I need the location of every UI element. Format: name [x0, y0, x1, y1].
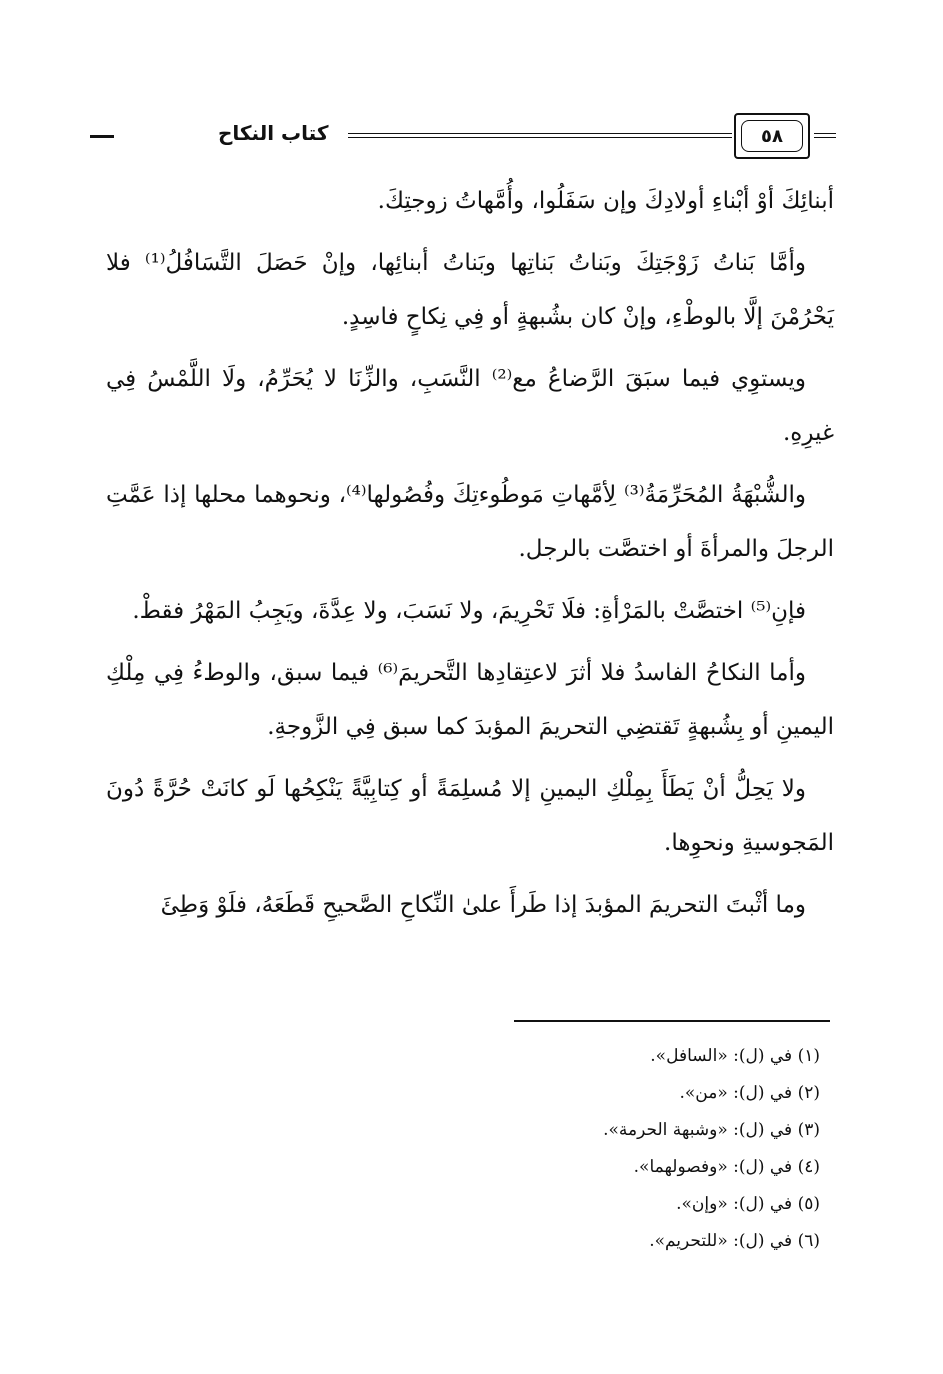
- footnotes: [300, 1038, 820, 1260]
- footnote: (٥) في (ل): «وإن».: [676, 1194, 820, 1214]
- page-header: [90, 113, 836, 161]
- paragraph: أبنائِكَ أوْ أبْناءِ أولادِكَ وإن سَفَلُوا، وأُمَّهاتُ زوجتِكَ.: [377, 188, 834, 214]
- footnote-separator: [514, 1020, 830, 1022]
- page-number-box: [734, 113, 810, 159]
- footnote: (١) في (ل): «السافل».: [650, 1046, 820, 1066]
- paragraph: وما أثْبتَ التحريمَ المؤبدَ إذا طَرأَ علىٰ النِّكاحِ الصَّحيحِ قَطَعَهُ، فلَوْ وَطِئَ: [160, 892, 806, 918]
- footnote: (٦) في (ل): «للتحريم».: [649, 1231, 820, 1251]
- footnote: (٢) في (ل): «من».: [679, 1083, 820, 1103]
- main-text: [106, 174, 834, 940]
- footnote: (٤) في (ل): «وفصولهما».: [633, 1157, 820, 1177]
- paragraph: والشُّبْهَةُ المُحَرِّمَةُ⁽³⁾ لِأمَّهاتِ مَوطُوءتِكَ وفُصُولها⁽⁴⁾، ونحوهما محلها إذا عَمَّتِ الرجلَ والمرأةَ أو اختصَّت بالرجل.: [106, 482, 834, 562]
- paragraph: ويستوِي فيما سبَقَ الرَّضاعُ مع⁽²⁾ النَّسَبِ، والزِّنَا لا يُحَرِّمُ، ولَا اللَّمْسُ فِي غيرِهِ.: [106, 366, 834, 446]
- paragraph: وأمَّا بَناتُ زَوْجَتِكَ وبَناتُ بَناتِها وبَناتُ أبنائِها، وإنْ حَصَلَ التَّسَافُلُ⁽¹⁾ فلا يَحْرُمْنَ إلَّا بالوطْءِ، وإنْ كان بشُبهةٍ أو فِي نِكاحٍ فاسِدٍ.: [106, 250, 834, 330]
- paragraph: ولا يَحِلُّ أنْ يَطَأَ بِمِلْكِ اليمينِ إلا مُسلِمَةً أو كِتابِيَّةً يَنْكِحُها لَو كانَتْ حُرَّةً دُونَ المَجوسيةِ ونحوِها.: [106, 776, 834, 856]
- header-dash: [90, 135, 114, 138]
- paragraph: وأما النكاحُ الفاسدُ فلا أثرَ لاعتِقادِها التَّحريمَ⁽⁶⁾ فيما سبق، والوطءُ فِي مِلْكِ اليمينِ أو بِشُبهةٍ تَقتضِي التحريمَ المؤبدَ كما سبق فِي الزَّوجةِ.: [106, 660, 834, 740]
- paragraph: فإنِ⁽⁵⁾ اختصَّتْ بالمَرْأةِ: فلَا تَحْرِيمَ، ولا نَسَبَ، ولا عِدَّةَ، ويَجِبُ المَهْرُ فقطْ.: [132, 598, 806, 624]
- page-number: ٥٨: [741, 120, 803, 152]
- header-rule: [348, 133, 732, 138]
- chapter-title: كتاب النكاح: [218, 121, 329, 145]
- header-rule-right: [814, 133, 836, 138]
- footnote: (٣) في (ل): «وشبهة الحرمة».: [603, 1120, 820, 1140]
